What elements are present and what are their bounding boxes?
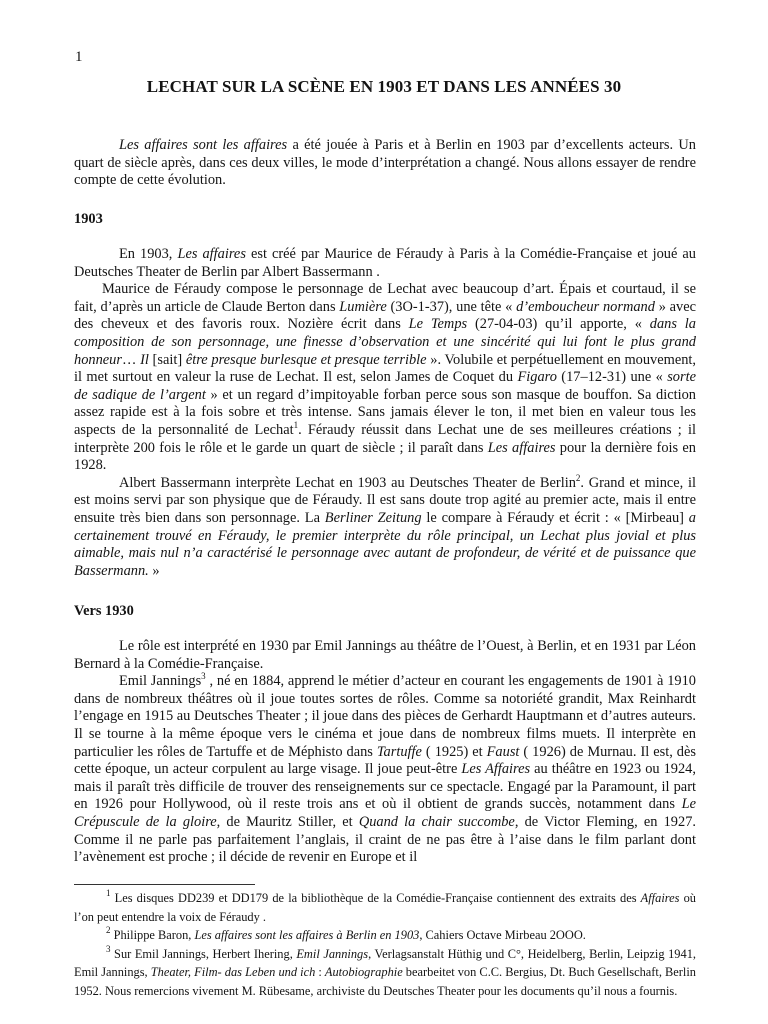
text-run: , né en 1884, apprend le métier d’acteur en courant les engagements de 1901 à 1910 dans de nombreux théâtres où il joue toutes sortes de rôles. Comme sa notoriété grandit, Max Reinhardt l’engage en 1915 au Deutsches Theater ; il joue dans des pièces de Gerhardt Hauptmann et d’autres auteurs. Il se tourne à la même époque vers le cinéma et joue dans de nombreux films muets. Il interprète en particulier les rôles de Tartuffe et de Méphisto dans — [74, 673, 696, 760]
text-run: Philippe Baron, — [110, 928, 195, 942]
italic-run: Quand la chair succombe — [358, 813, 515, 830]
paragraph-feraudy — [74, 281, 696, 475]
text-run: (17–12-31) une « — [556, 369, 668, 386]
italic-run: d’emboucheur normand — [516, 298, 655, 315]
footnote-1 — [74, 889, 696, 926]
text-run: [sait] — [148, 351, 186, 368]
footnote-ref-3[interactable]: 3 — [201, 671, 206, 682]
italic-run: Tartuffe — [376, 743, 422, 760]
text-run: Sur Emil Jannings, Herbert Ihering, — [110, 946, 297, 961]
paragraph-1930-intro: Le rôle est interprété en 1930 par Emil Jannings au théâtre de l’Ouest, à Berlin, et en 1931 par Léon Bernard à la Comédie-Française. — [74, 638, 696, 672]
page-number: 1 — [75, 49, 83, 65]
footnote-ref-1[interactable]: 1 — [293, 419, 299, 430]
italic-run: Theater, Film- das Leben und ich — [150, 965, 316, 979]
text-run: , de Victor Fleming, en 1927. Comme il ne parle pas parfaitement l’anglais, il craint de ne pas être à l’aise dans le film parlant dont l’avènement est proche ; il décide de revenir en Europe et il — [74, 813, 696, 866]
text-run: (27-04-03) qu’il apporte, « — [467, 316, 650, 333]
italic-run: Il — [140, 351, 149, 368]
paragraph-1903-intro — [74, 246, 696, 281]
italic-run: être presque burlesque et presque terrible — [185, 351, 427, 368]
text-run: » et un regard d’impitoyable forban perce sous son masque de bouffon. Sa diction assez rapide est à la fois sobre et très intense. Sans jamais élever le ton, il met bien en valeur tous les aspects de la personnalité de Lechat — [74, 386, 696, 438]
footnotes — [74, 889, 696, 1000]
text-run: bearbeitet von C.C. Bergius, Dt. Buch Gesellschaft, Berlin 1952. Nous remercions vivement M. Rübesame, archiviste du Deutsches Theater pour les documents qu’il nous a fournis. — [74, 965, 697, 998]
italic-run: sorte de sadique de l’argent — [74, 369, 696, 403]
italic-run: Les affaires sont les affaires à Berlin en 1903 — [194, 928, 420, 942]
italic-run: Faust — [486, 743, 520, 760]
text-run: » — [148, 562, 160, 579]
text-run: » avec des cheveux et des favoris roux. Nozière écrit dans — [74, 298, 696, 333]
text-run: pour la dernière fois en 1928. — [74, 439, 696, 474]
text-run: ». Volubile et perpétuellement en mouvement, il met surtout en valeur la ruse de Lechat. Il est, selon James de Coquet du — [74, 351, 697, 386]
footnote-2 — [74, 926, 696, 945]
footnote-marker: 2 — [106, 925, 111, 935]
italic-run: Emil Jannings — [296, 946, 369, 961]
text-run: . Féraudy réussit dans Lechat une de ses meilleures créations ; il interprète 200 fois le rôle et le garde un quart de siècle ; il paraît dans — [74, 421, 696, 456]
italic-run: Les affaires — [487, 439, 556, 456]
intro-text: a été jouée à Paris et à Berlin en 1903 par d’excellents acteurs. Un quart de siècle après, dans ces deux villes, le mode d’interprétation a changé. Nous allons essayer de rendre compte de cette évolution. — [74, 137, 697, 189]
text-run: est créé par Maurice de Féraudy à Paris à la Comédie-Française et joué au Deutsches Theater de Berlin par Albert Bassermann . — [74, 246, 697, 280]
italic-run: Les affaires — [177, 246, 246, 262]
section-1930-body — [74, 638, 696, 867]
intro-block — [74, 137, 696, 190]
footnote-marker: 3 — [106, 943, 111, 954]
play-title: Les affaires sont les affaires — [119, 137, 288, 153]
text-run: Maurice de Féraudy compose le personnage de Lechat avec beaucoup d’art. Épais et courtaud, il se fait, d’après un article de Claude Berton dans — [74, 281, 696, 315]
section-1903-body — [74, 246, 696, 580]
text-run: Emil Jannings — [119, 673, 202, 690]
italic-run: Le Crépuscule de la gloire — [74, 796, 696, 830]
paragraph-jannings — [74, 673, 696, 867]
italic-run: Autobiographie — [324, 965, 403, 979]
italic-run: Berliner Zeitung — [324, 509, 422, 526]
italic-run: Figaro — [517, 369, 557, 386]
text-run: Albert Bassermann interprète Lechat en 1903 au Deutsches Theater de Berlin — [119, 474, 576, 491]
text-run: , Cahiers Octave Mirbeau 2OOO. — [419, 928, 586, 942]
italic-run: Affaires — [640, 891, 680, 905]
text-run: Les disques DD239 et DD179 de la bibliothèque de la Comédie-Française contiennent des extraits des — [110, 891, 641, 905]
text-run: … — [121, 351, 141, 368]
footnote-ref-2[interactable]: 2 — [575, 472, 581, 483]
text-run: . Grand et mince, il est moins servi par son physique que de Féraudy. Il est sans doute trop agité au premier acte, mais il entre ensuite très bien dans son personnage. La — [74, 474, 696, 526]
italic-run: Les Affaires — [461, 761, 531, 778]
footnote-marker: 1 — [106, 888, 111, 898]
text-run: (3O-1-37), une tête « — [386, 298, 517, 315]
text-run: En 1903, — [119, 246, 178, 262]
footnote-divider — [74, 884, 255, 885]
text-run: , de Mauritz Stiller, et — [216, 813, 359, 830]
text-run: où l’on peut entendre la voix de Féraudy . — [74, 891, 696, 924]
text-run: le compare à Féraudy et écrit : « [Mirbeau] — [421, 509, 689, 526]
text-run: : — [315, 965, 325, 979]
section-heading-1903: 1903 — [74, 211, 103, 227]
text-run: au théâtre en 1923 ou 1924, mais il paraît très difficile de trouver des renseignements sur ce spectacle. Engagé par la Paramount, il part en 1926 pour Hollywood, où il reste trois ans et où il obtient de grands succès, notamment dans — [74, 761, 696, 813]
text-run: ( 1926) de Murnau. Il est, dès cette époque, un acteur corpulent au large visage. Il joue peut-être — [74, 743, 696, 778]
section-heading-vers-1930: Vers 1930 — [74, 603, 134, 619]
footnote-3 — [74, 945, 696, 1001]
page-title: LECHAT SUR LA SCÈNE EN 1903 ET DANS LES ANNÉES 30 — [146, 77, 622, 96]
italic-run: dans la composition de son personnage, une finesse d’observation et une sincérité qui lui font le plus grand honneur — [74, 316, 696, 368]
italic-run: Lumière — [339, 298, 387, 315]
text-run: ( 1925) et — [421, 743, 487, 760]
paragraph-bassermann — [74, 472, 696, 581]
italic-run: a certainement trouvé en Féraudy, le premier interprète du rôle principal, un Lechat plus jovial et plus aimable, mais nul n’a caractérisé le personnage avec autant de profondeur, de vérité et de puissance que Bassermann. — [74, 509, 696, 579]
italic-run: Le Temps — [408, 316, 468, 333]
intro-paragraph — [74, 137, 696, 190]
text-run: , Verlagsanstalt Hüthig und C°, Heidelberg, Berlin, Leipzig 1941, Emil Jannings, — [74, 946, 696, 979]
